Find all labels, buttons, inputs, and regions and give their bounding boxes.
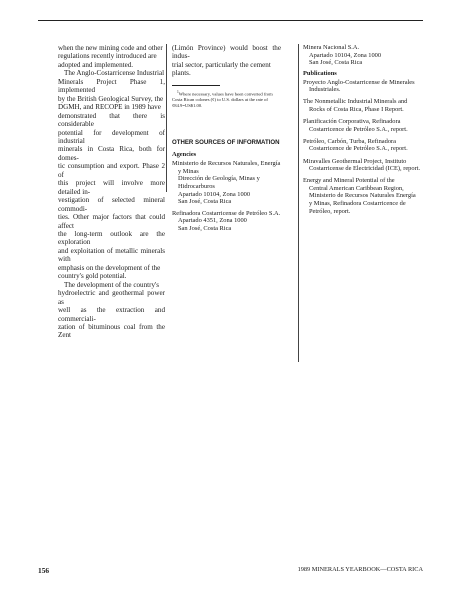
header-rule [38, 20, 423, 21]
agency-line: Ministerio de Recursos Naturales, Energía [172, 160, 281, 168]
agency-line: San José, Costa Rica [178, 198, 232, 206]
text-line: the long-term outlook are the exploration [58, 229, 165, 247]
running-footer: 1989 MINERALS YEARBOOK—COSTA RICA [297, 566, 423, 573]
publication-line: Rocks of Costa Rica, Phase I Report. [309, 106, 404, 114]
publication-line: Miravalles Geothermal Project, Instituto [303, 157, 407, 165]
text-line: DGMH, and RECOPE in 1989 have [58, 103, 161, 112]
publication-entry [303, 177, 423, 215]
footnote [172, 90, 281, 108]
publication-line: Petróleo, Carbón, Turba, Refinadora [303, 137, 397, 145]
publication-line: Industriales. [309, 86, 341, 94]
text-line: and exploitation of metallic minerals with [58, 246, 165, 264]
agency-line: San José, Costa Rica [178, 224, 232, 232]
column-1 [58, 44, 165, 340]
text-line: country's gold potential. [58, 272, 127, 281]
agency-line: Hidrocarburos [178, 182, 215, 190]
publication-line: Ministerio de Recursos Naturales Energía [309, 192, 416, 200]
publication-entry [303, 79, 423, 94]
text-line: hydroelectric and geothermal power as [58, 289, 165, 306]
text-line: (Limón Province) would boost the indus- [172, 44, 281, 61]
publication-entry [303, 138, 423, 153]
column-divider [166, 44, 167, 192]
publication-line: Proyecto Anglo-Costarricense de Minerales [303, 78, 415, 86]
agency-line: Apartado 10104, Zona 1000 [309, 51, 382, 59]
footnote-line: ¢84.9=US$1.00. [172, 102, 203, 108]
footnote-rule [172, 85, 220, 86]
agency-entry [303, 44, 423, 67]
text-line: potential for development of industrial [58, 128, 165, 145]
publication-line: Costarricense de Electricidad (ICE), report. [309, 165, 421, 173]
agencies-heading: Agencies [172, 151, 197, 159]
section-heading: OTHER SOURCES OF INFORMATION [172, 139, 280, 147]
text-line: vestigation of selected mineral commodi- [58, 196, 165, 213]
agency-line: San José, Costa Rica [309, 59, 363, 67]
publications-heading: Publications [303, 69, 337, 77]
paragraph-outlook-regulations [58, 44, 165, 69]
publication-line: y Minas, Refinadora Costarricence de [309, 200, 406, 207]
footnote-text: Where necessary, values have been converted from [178, 91, 273, 97]
publication-entry [303, 98, 423, 113]
text-line: zation of bituminous coal from the Zent [58, 322, 165, 340]
text-line: demonstrated that there is considerable [58, 111, 165, 129]
publication-line: Central American Caribbean Region, [309, 184, 404, 192]
text-line: The development of the country's [64, 280, 160, 289]
text-line: this project will involve more detailed in- [58, 179, 165, 196]
column-2 [172, 44, 281, 236]
publication-line: Energy and Mineral Potential of the [303, 177, 395, 185]
publication-line: Costarricence de Petróleo S.A., report. [309, 145, 408, 153]
column-divider [298, 44, 299, 362]
text-line: emphasis on the development of the [58, 263, 161, 272]
publication-entry [303, 158, 423, 173]
publication-line: Planificación Corporativa, Refinadora [303, 118, 401, 126]
text-line: adopted and implemented. [58, 60, 134, 69]
text-line: plants. [172, 69, 191, 78]
footnote-line: Costa Rican colones (¢) to U.S. dollars at the rate of [172, 96, 268, 102]
column-3 [303, 44, 423, 220]
text-line: The Anglo-Costarricense Industrial [64, 69, 165, 78]
text-line: well as the extraction and commerciali- [58, 306, 165, 323]
agency-line: Apartado 4351, Zona 1000 [178, 217, 247, 225]
agency-line: Minera Nacional S.A. [303, 44, 360, 51]
page-number: 156 [38, 566, 50, 575]
publication-line: The Nonmetallic Industrial Minerals and [303, 98, 408, 106]
text-line: by the British Geological Survey, the [58, 94, 164, 103]
text-line: ties. Other major factors that could affect [58, 213, 165, 230]
agency-line: y Minas [178, 167, 199, 175]
text-line: Minerals Project Phase 1, implemented [58, 77, 165, 95]
agency-line: Refinadora Costarricense de Petróleo S.A. [172, 209, 281, 217]
agency-line: Dirección de Geología, Minas y [178, 175, 260, 183]
publication-entry [303, 118, 423, 133]
agency-entry [172, 210, 281, 233]
footnote-line [172, 90, 281, 97]
paragraph-energy-development [58, 281, 165, 340]
agency-entry [172, 160, 281, 206]
text-line: tic consumption and export. Phase 2 of [58, 162, 165, 179]
text-line: when the new mining code and other [58, 44, 163, 52]
paragraph-anglo-costarricense-project [58, 69, 165, 280]
agency-line: Apartado 10104, Zona 1000 [178, 190, 251, 198]
text-line: minerals in Costa Rica, both for domes- [58, 145, 165, 162]
text-line: regulations recently introduced are [58, 52, 157, 61]
paragraph-limon-province [172, 44, 281, 78]
publication-line: Petróleo, report. [309, 207, 351, 215]
footnote-marker: 1 [177, 89, 179, 94]
text-line: trial sector, particularly the cement [172, 60, 271, 69]
publication-line: Costarricence de Petróleo S.A., report. [309, 125, 408, 133]
